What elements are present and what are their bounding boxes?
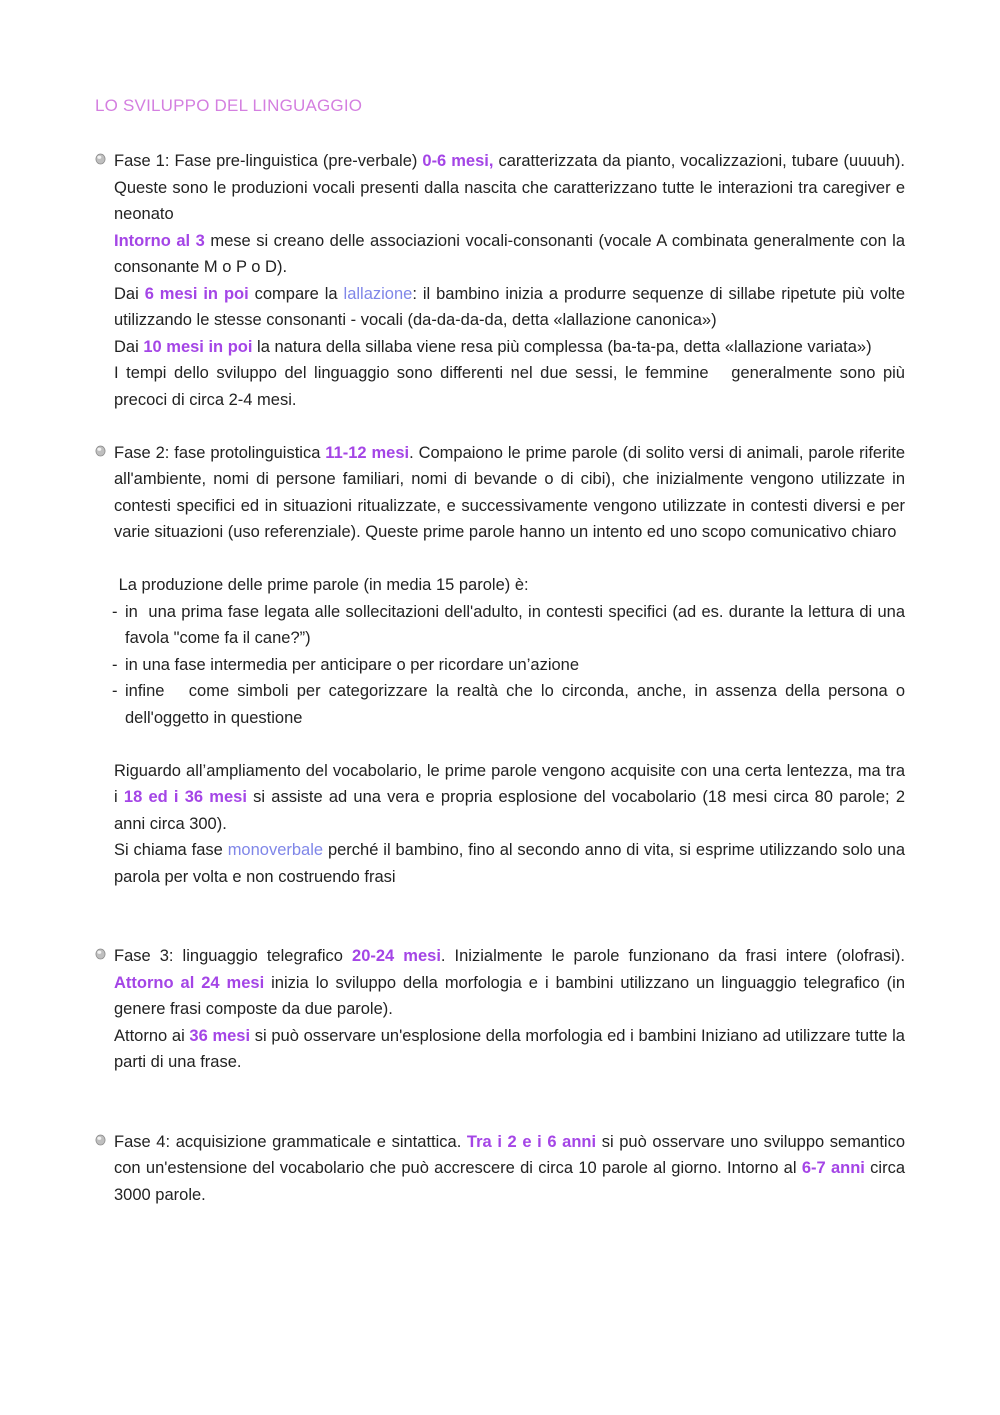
phase-2-section	[95, 440, 910, 891]
phase-1-para-5: I tempi dello sviluppo del linguaggio sono differenti nel due sessi, le femmine generalmente sono più precoci di circa 2-4 mesi.	[114, 364, 910, 409]
pebble-bullet-icon	[95, 445, 106, 457]
document-page	[95, 94, 910, 1208]
page-title: LO SVILUPPO DEL LINGUAGGIO	[95, 96, 363, 115]
phase-2-para-4: Si chiama fase monoverbale perché il bambino, fino al secondo anno di vita, si esprime utilizzando solo una parola per volta e non costruendo frasi	[114, 841, 905, 886]
phase-3-intro: Fase 3: linguaggio telegrafico 20-24 mesi. Inizialmente le parole funzionano da frasi intere (olofrasi). Attorno al 24 mesi inizia lo sviluppo della morfologia e i bambini utilizzano un linguaggio telegrafico (in genere frasi composte da due parole).	[114, 947, 905, 1018]
phase-3-section	[95, 943, 905, 1076]
phase-2-para-3: Riguardo all’ampliamento del vocabolario, le prime parole vengono acquisite con una certa lentezza, ma tra i 18 ed i 36 mesi si assiste ad una vera e propria esplosione del vocabolario (18 mesi circa 80 parole; 2 anni circa 300).	[114, 761, 905, 833]
phase-1-section	[95, 148, 910, 413]
phase-2-list-intro: La produzione delle prime parole (in media 15 parole) è:	[114, 576, 529, 594]
list-item: - in una fase intermedia per anticipare o per ricordare un’azione	[112, 655, 580, 674]
phase-4-section	[95, 1129, 905, 1209]
phase-2-list	[112, 599, 910, 732]
pebble-bullet-icon	[95, 153, 106, 165]
phase-1-para-3: Dai 6 mesi in poi compare la lallazione: il bambino inizia a produrre sequenze di sillabe ripetute più volte utilizzando le stesse consonanti - vocali (da-da-da-da, detta «lallazione canonica»)	[114, 284, 906, 329]
phase-1-para-2: Intorno al 3 mese si creano delle associazioni vocali-consonanti (vocale A combinata generalmente con la consonante M o P o D).	[114, 231, 906, 276]
phase-4-intro: Fase 4: acquisizione grammaticale e sintattica. Tra i 2 e i 6 anni si può osservare uno sviluppo semantico con un'estensione del vocabolario che può accrescere di circa 10 parole al giorno. Intorno al 6-7 anni circa 3000 parole.	[114, 1132, 905, 1204]
phase-3-para-2: Attorno ai 36 mesi si può osservare un'esplosione della morfologia ed i bambini Iniziano ad utilizzare tutte la parti di una frase.	[114, 1026, 905, 1071]
phase-1-intro: Fase 1: Fase pre-linguistica (pre-verbale) 0-6 mesi, caratterizzata da pianto, vocalizzazioni, tubare (uuuuh). Queste sono le produzioni vocali presenti dalla nascita che caratterizzano tutte le interazioni tra caregiver e neonato	[114, 152, 906, 223]
pebble-bullet-icon	[95, 1134, 106, 1146]
pebble-bullet-icon	[95, 948, 106, 960]
phase-2-intro: Fase 2: fase protolinguistica 11-12 mesi. Compaiono le prime parole (di solito versi di animali, parole riferite all'ambiente, nomi di persone familiari, nomi di bevande o di cibi), che inizialmente vengono utilizzate in contesti specifici ed in situazioni ritualizzate, e successivamente vengono utilizzate in contesti diversi e per varie situazioni (uso referenziale). Queste prime parole hanno un intento ed uno scopo comunicativo chiaro	[114, 443, 906, 541]
list-item: - infine come simboli per categorizzare la realtà che lo circonda, anche, in assenza della persona o dell'oggetto in questione	[112, 682, 910, 727]
phase-1-para-4: Dai 10 mesi in poi la natura della sillaba viene resa più complessa (ba-ta-pa, detta «lallazione variata»)	[114, 337, 872, 356]
list-item: - in una prima fase legata alle sollecitazioni dell'adulto, in contesti specifici (ad es. durante la lettura di una favola "come fa il cane?”)	[112, 602, 910, 647]
